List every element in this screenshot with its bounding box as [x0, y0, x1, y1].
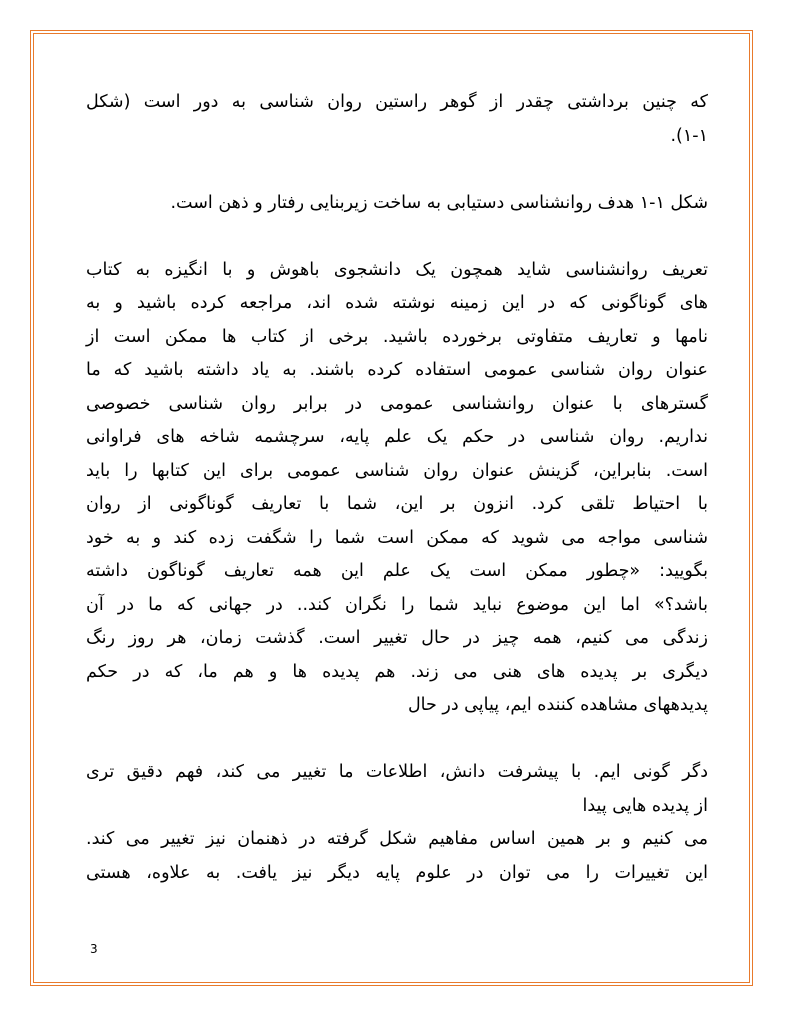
text-line: شکل ۱-۱ هدف روانشناسی دستیابی به ساخت زیربنایی رفتار و ذهن است. — [170, 192, 708, 213]
text-line: زندگی می کنیم، همه چیز در حال تغییر است. گذشت زمان، هر روز رنگ — [86, 628, 708, 648]
page-content — [86, 86, 708, 890]
text-line: که چنین برداشتی چقدر از گوهر راستین روان شناسی به دور است (شکل — [86, 92, 708, 112]
page-number: 3 — [90, 942, 98, 956]
text-line: دیگری بر پدیده های هنی می زند. هم پدیده ها و هم ما، که در حکم — [86, 661, 708, 682]
text-line: نامها و تعاریف متفاوتی برخورده باشید. برخی از کتاب ها ممکن است از — [86, 326, 708, 347]
text-line: از پدیده هایی پیدا — [582, 795, 708, 816]
paragraph-gap — [86, 153, 708, 187]
text-line: شناسی مواجه می شوید که ممکن است شما را شگفت زده کند و به خود — [86, 527, 708, 548]
paragraph-change — [86, 756, 708, 890]
paragraph-gap — [86, 723, 708, 757]
text-line: با احتیاط تلقی کرد. انزون بر این، شما با تعاریف گوناگونی از روان — [86, 494, 708, 514]
figure-caption — [86, 187, 708, 221]
text-line: دگر گونی ایم. با پیشرفت دانش، اطلاعات ما تغییر می کند، فهم دقیق تری — [86, 762, 708, 782]
paragraph-gap — [86, 220, 708, 254]
text-line: پدیدههای مشاهده کننده ایم، پیاپی در حال — [407, 695, 708, 715]
paragraph-definition — [86, 254, 708, 723]
text-line: این تغییرات را می توان در علوم پایه دیگر نیز یافت. به علاوه، هستی — [86, 862, 708, 883]
text-line: تعریف روانشناسی شاید همچون یک دانشجوی باهوش و با انگیزه به کتاب — [86, 259, 708, 280]
text-line: گسترهای با عنوان روانشناسی عمومی در برابر روان شناسی خصوصی — [86, 393, 708, 414]
text-line: بگویید: «چطور ممکن است یک علم این همه تعاریف گوناگون داشته — [86, 561, 708, 581]
text-line: عنوان روان شناسی عمومی استفاده کرده باشند. به یاد داشته باشید که ما — [86, 360, 708, 380]
text-line: نداریم. روان شناسی در حکم یک علم پایه، سرچشمه شاخه های فراوانی — [86, 427, 708, 447]
text-line: است. بنابراین، گزینش عنوان روان شناسی عمومی برای این کتابها را باید — [86, 460, 708, 481]
text-line: باشد؟» اما این موضوع نباید شما را نگران کند.. در جهانی که ما در آن — [86, 594, 708, 615]
text-line: ۱-۱). — [670, 125, 708, 146]
paragraph-figure-reference — [86, 86, 708, 153]
text-line: های گوناگونی که در این زمینه نوشته شده اند، مراجعه کرده باشید و به — [86, 293, 708, 313]
text-line: می کنیم و بر همین اساس مفاهیم شکل گرفته در ذهنمان نیز تغییر می کند. — [86, 829, 708, 849]
